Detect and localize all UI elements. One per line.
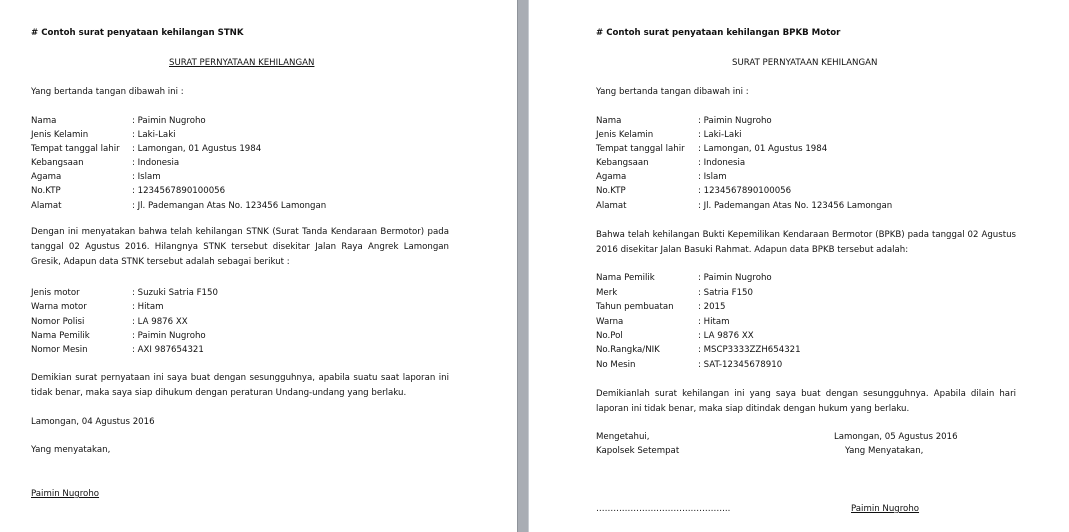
vehicle-label: No.Pol xyxy=(596,331,623,341)
identity-label: Nama xyxy=(31,116,57,126)
identity-value: : Paimin Nugroho xyxy=(698,116,772,126)
vehicle-label: Tahun pembuatan xyxy=(596,302,674,312)
vehicle-label: Merk xyxy=(596,288,618,298)
identity-label: Alamat xyxy=(31,201,62,211)
identity-label: Tempat tanggal lahir xyxy=(596,144,685,154)
identity-label: Agama xyxy=(596,172,627,182)
intro-text: Yang bertanda tangan dibawah ini : xyxy=(596,87,749,97)
place-date: Lamongan, 04 Agustus 2016 xyxy=(31,417,155,427)
identity-value: : 1234567890100056 xyxy=(132,186,226,196)
document-heading: # Contoh surat penyataan kehilangan STNK xyxy=(31,28,244,38)
signer-label: Yang menyatakan, xyxy=(31,445,111,455)
vehicle-value: : LA 9876 XX xyxy=(698,331,754,341)
document-heading: # Contoh surat penyataan kehilangan BPKB Motor xyxy=(596,28,841,38)
identity-label: Alamat xyxy=(596,201,627,211)
place-date: Lamongan, 05 Agustus 2016 xyxy=(834,432,958,442)
vehicle-value: : 2015 xyxy=(698,302,726,312)
identity-value: : Jl. Pademangan Atas No. 123456 Lamongan xyxy=(698,201,893,211)
identity-label: Kebangsaan xyxy=(596,158,649,168)
identity-value: : Laki-Laki xyxy=(132,130,176,140)
vehicle-label: Warna motor xyxy=(31,302,87,312)
vehicle-value: : Paimin Nugroho xyxy=(698,273,772,283)
identity-value: : Islam xyxy=(698,172,727,182)
known-by-label: Mengetahui, xyxy=(596,432,650,442)
page-divider xyxy=(517,0,529,532)
vehicle-label: No Mesin xyxy=(596,360,636,370)
vehicle-value: : Satria F150 xyxy=(698,288,753,298)
vehicle-label: Jenis motor xyxy=(31,288,80,298)
statement-paragraph: Dengan ini menyatakan bahwa telah kehilangan STNK (Surat Tanda Kendaraan Bermotor) pada tanggal 02 Agustus 2016. Hilangnya STNK tersebut disekitar Jalan Raya Angrek Lamongan Gresik, Adapun data STNK tersebut adalah sebagai berikut : xyxy=(31,227,449,267)
vehicle-value: : Hitam xyxy=(132,302,164,312)
vehicle-value: : Hitam xyxy=(698,317,730,327)
dotted-signature-line: ……………………………………….. xyxy=(596,504,731,514)
closing-paragraph: Demikian surat pernyataan ini saya buat dengan sesungguhnya, apabila suatu saat laporan ini tidak benar, maka saya siap dihukum dengan peraturan Undang-undang yang berlaku. xyxy=(31,373,449,398)
identity-label: No.KTP xyxy=(596,186,626,196)
vehicle-value: : LA 9876 XX xyxy=(132,317,188,327)
identity-value: : Indonesia xyxy=(132,158,180,168)
left-document-page xyxy=(0,0,517,532)
identity-value: : Lamongan, 01 Agustus 1984 xyxy=(132,144,262,154)
identity-label: No.KTP xyxy=(31,186,61,196)
identity-value: : Jl. Pademangan Atas No. 123456 Lamongan xyxy=(132,201,327,211)
vehicle-value: : SAT-12345678910 xyxy=(698,360,783,370)
identity-label: Kebangsaan xyxy=(31,158,84,168)
known-by-role: Kapolsek Setempat xyxy=(596,446,680,456)
vehicle-value: : MSCP3333ZZH654321 xyxy=(698,345,801,355)
identity-value: : Indonesia xyxy=(698,158,746,168)
signer-name: Paimin Nugroho xyxy=(31,489,100,499)
vehicle-label: Warna xyxy=(596,317,624,327)
vehicle-label: Nama Pemilik xyxy=(596,273,655,283)
vehicle-value: : AXI 987654321 xyxy=(132,345,204,355)
signer-label: Yang Menyatakan, xyxy=(845,446,924,456)
identity-label: Jenis Kelamin xyxy=(596,130,654,140)
statement-paragraph: Bahwa telah kehilangan Bukti Kepemilikan Kendaraan Bermotor (BPKB) pada tanggal 02 Agustus 2016 disekitar Jalan Basuki Rahmat. Adapun data BPKB tersebut adalah: xyxy=(596,230,1016,255)
identity-value: : Islam xyxy=(132,172,161,182)
intro-text: Yang bertanda tangan dibawah ini : xyxy=(31,87,184,97)
letter-title: SURAT PERNYATAAN KEHILANGAN xyxy=(169,58,315,68)
vehicle-label: Nomor Mesin xyxy=(31,345,88,355)
signer-name: Paimin Nugroho xyxy=(851,504,920,514)
identity-label: Jenis Kelamin xyxy=(31,130,89,140)
closing-paragraph: Demikianlah surat kehilangan ini yang saya buat dengan sesungguhnya. Apabila dilain hari laporan ini tidak benar, maka siap ditindak dengan hukum yang berlaku. xyxy=(596,389,1016,414)
identity-label: Tempat tanggal lahir xyxy=(31,144,120,154)
identity-value: : Lamongan, 01 Agustus 1984 xyxy=(698,144,828,154)
letter-title: SURAT PERNYATAAN KEHILANGAN xyxy=(732,58,878,68)
vehicle-value: : Paimin Nugroho xyxy=(132,331,206,341)
identity-value: : Paimin Nugroho xyxy=(132,116,206,126)
vehicle-label: Nomor Polisi xyxy=(31,317,85,327)
identity-label: Agama xyxy=(31,172,62,182)
vehicle-label: Nama Pemilik xyxy=(31,331,90,341)
vehicle-label: No.Rangka/NIK xyxy=(596,345,660,355)
right-document-page xyxy=(529,0,1069,532)
vehicle-value: : Suzuki Satria F150 xyxy=(132,288,218,298)
identity-value: : 1234567890100056 xyxy=(698,186,792,196)
identity-label: Nama xyxy=(596,116,622,126)
identity-value: : Laki-Laki xyxy=(698,130,742,140)
